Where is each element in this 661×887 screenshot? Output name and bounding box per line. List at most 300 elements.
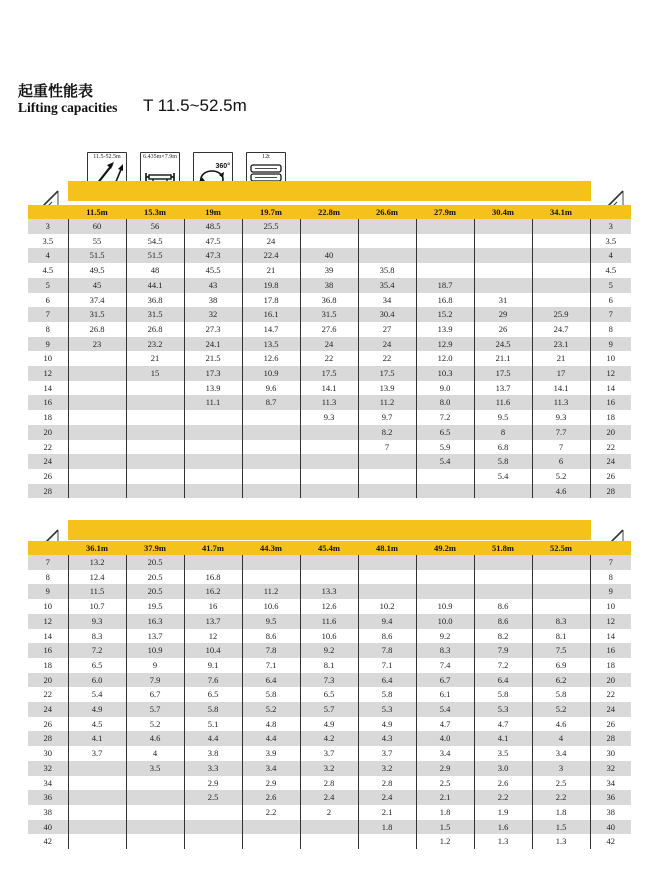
capacity-cell: 4.3 [358,731,416,746]
capacity-cell: 4.6 [532,484,590,499]
capacity-cell: 24.7 [532,322,590,337]
capacity-cell [68,454,126,469]
capacity-cell: 45.5 [184,263,242,278]
capacity-cell: 9.2 [416,629,474,644]
capacity-cell: 3.7 [68,746,126,761]
capacity-cell: 5.8 [184,702,242,717]
radius-cell: 9 [28,584,68,599]
capacity-cell: 2.5 [532,776,590,791]
capacity-cell: 2.6 [242,790,300,805]
capacity-cell: 12.9 [416,337,474,352]
capacity-cell: 17.3 [184,366,242,381]
table-row [28,263,631,278]
radius-cell: 18 [28,410,68,425]
radius-cell: 10 [590,599,631,614]
capacity-cell: 3.8 [184,746,242,761]
capacity-cell [68,834,126,849]
capacity-cell: 11.3 [532,395,590,410]
boom-length-header: 19.7m [242,205,300,219]
capacity-cell: 5.7 [300,702,358,717]
radius-cell: 7 [28,307,68,322]
radius-cell: 24 [590,454,631,469]
radius-cell: 14 [28,381,68,396]
radius-cell: 12 [28,366,68,381]
capacity-cell [126,454,184,469]
capacity-cell: 14.1 [300,381,358,396]
capacity-cell [474,234,532,249]
capacity-cell [532,584,590,599]
table-row [28,776,631,791]
header-spacer [590,541,631,555]
table-row [28,366,631,381]
table-row [28,790,631,805]
capacity-cell: 11.1 [184,395,242,410]
capacity-cell: 4.1 [68,731,126,746]
capacity-cell: 1.5 [532,820,590,835]
capacity-cell: 7.5 [532,643,590,658]
capacity-cell: 17.5 [474,366,532,381]
capacity-cell: 4.6 [532,717,590,732]
table-row [28,219,631,234]
table-row [28,658,631,673]
capacity-cell [184,805,242,820]
radius-cell: 12 [28,614,68,629]
capacity-cell: 3.5 [126,761,184,776]
radius-cell: 6 [28,293,68,308]
table-row [28,805,631,820]
capacity-cell: 13.9 [184,381,242,396]
capacity-cell: 1.8 [358,820,416,835]
capacity-cell [532,293,590,308]
slewing-angle-label: 360° [215,163,230,170]
radius-cell: 30 [590,746,631,761]
capacity-cell [532,599,590,614]
radius-cell: 14 [28,629,68,644]
capacity-cell [416,469,474,484]
capacity-cell: 7.9 [126,673,184,688]
radius-cell: 6 [590,293,631,308]
boom-length-header: 52.5m [532,541,590,555]
header-spacer [28,541,68,555]
radius-cell: 8 [28,570,68,585]
radius-cell: 32 [28,761,68,776]
capacity-cell: 4.5 [68,717,126,732]
capacity-cell [242,555,300,570]
radius-cell: 20 [28,425,68,440]
capacity-cell [358,469,416,484]
capacity-cell: 1.9 [474,805,532,820]
capacity-cell: 14.1 [532,381,590,396]
radius-cell: 26 [28,469,68,484]
capacity-cell: 2.2 [532,790,590,805]
capacity-cell: 9.2 [300,643,358,658]
capacity-cell: 10.3 [416,366,474,381]
capacity-cell: 19.8 [242,278,300,293]
radius-cell: 26 [590,469,631,484]
capacity-cell: 8.2 [474,629,532,644]
capacity-cell [358,234,416,249]
capacity-cell [474,555,532,570]
capacity-cell: 26.8 [126,322,184,337]
boom-length-header: 37.9m [126,541,184,555]
radius-cell: 26 [28,717,68,732]
capacity-cell: 2.2 [242,805,300,820]
boom-length-header: 45.4m [300,541,358,555]
boom-length-header: 49.2m [416,541,474,555]
capacity-cell: 43 [184,278,242,293]
capacity-cell: 2.6 [474,776,532,791]
capacity-cell: 3.2 [358,761,416,776]
capacity-cell [68,381,126,396]
capacity-cell: 2.8 [358,776,416,791]
capacity-cell: 31.5 [300,307,358,322]
capacity-cell: 13.5 [242,337,300,352]
capacity-cell: 4.7 [474,717,532,732]
radius-cell: 24 [28,454,68,469]
capacity-cell: 12.6 [300,599,358,614]
capacity-cell [300,440,358,455]
capacity-cell: 9.5 [242,614,300,629]
capacity-cell [126,834,184,849]
capacity-cell: 31.5 [68,307,126,322]
capacity-cell: 25.5 [242,219,300,234]
capacity-cell [126,790,184,805]
table2-header-band [68,520,591,540]
capacity-cell: 3.9 [242,746,300,761]
capacity-cell [416,484,474,499]
capacity-cell: 9.6 [242,381,300,396]
boom-length-header-row [28,541,631,555]
radius-cell: 28 [28,731,68,746]
capacity-cell [242,410,300,425]
radius-cell: 32 [590,761,631,776]
capacity-cell: 4 [126,746,184,761]
capacity-cell: 7.4 [416,658,474,673]
capacity-cell: 6.0 [68,673,126,688]
capacity-cell: 21.5 [184,351,242,366]
capacity-cell: 48 [126,263,184,278]
boom-length-header: 36.1m [68,541,126,555]
capacity-cell: 6.9 [532,658,590,673]
capacity-cell: 8.1 [300,658,358,673]
capacity-cell [126,395,184,410]
capacity-cell: 3.4 [416,746,474,761]
capacity-cell: 38 [184,293,242,308]
capacity-cell [126,440,184,455]
capacity-cell: 6.4 [474,673,532,688]
table1-header-band [68,181,591,201]
boom-length-header: 27.9m [416,205,474,219]
radius-cell: 20 [590,425,631,440]
capacity-cell: 24 [358,337,416,352]
capacity-cell: 10.2 [358,599,416,614]
capacity-cell: 27 [358,322,416,337]
capacity-cell [532,555,590,570]
capacity-cell [416,555,474,570]
capacity-cell [532,234,590,249]
capacity-cell [184,469,242,484]
radius-cell: 40 [590,820,631,835]
capacity-cell: 1.6 [474,820,532,835]
capacity-cell: 40 [300,248,358,263]
table-row [28,731,631,746]
capacity-cell: 6.1 [416,687,474,702]
table-row [28,687,631,702]
capacity-cell: 7 [358,440,416,455]
boom-length-header: 30.4m [474,205,532,219]
radius-cell: 22 [590,440,631,455]
capacity-cell: 36.8 [126,293,184,308]
capacity-cell: 6.7 [126,687,184,702]
radius-cell: 4 [590,248,631,263]
capacity-cell: 9.5 [474,410,532,425]
radius-cell: 28 [590,731,631,746]
capacity-cell: 11.6 [474,395,532,410]
capacity-cell: 5.1 [184,717,242,732]
boom-length-header: 41.7m [184,541,242,555]
capacity-cell [358,219,416,234]
capacity-cell: 21 [532,351,590,366]
capacity-cell [126,410,184,425]
capacity-cell [184,425,242,440]
capacity-cell: 4.6 [126,731,184,746]
capacity-cell [242,440,300,455]
capacity-cell: 48.5 [184,219,242,234]
capacity-cell: 6.5 [300,687,358,702]
capacity-cell: 4.2 [300,731,358,746]
capacity-cell [358,584,416,599]
capacity-cell: 8.6 [242,629,300,644]
radius-cell: 34 [28,776,68,791]
capacity-cell: 8.3 [532,614,590,629]
capacity-cell: 5.8 [474,687,532,702]
capacity-cell: 5.8 [532,687,590,702]
radius-cell: 3.5 [590,234,631,249]
boom-length-caption: 11.5-52.5m [93,154,121,160]
radius-cell: 7 [590,307,631,322]
capacity-cell: 9 [126,658,184,673]
table-row [28,629,631,644]
capacity-cell: 5.3 [474,702,532,717]
capacity-cell: 5.7 [126,702,184,717]
capacity-cell: 7.1 [242,658,300,673]
capacity-cell: 10.9 [416,599,474,614]
capacity-cell [358,555,416,570]
capacity-cell: 4.1 [474,731,532,746]
capacity-cell: 8.6 [474,614,532,629]
capacity-cell: 7.7 [532,425,590,440]
capacity-cell: 1.3 [532,834,590,849]
capacity-cell [474,248,532,263]
capacity-cell [68,805,126,820]
capacity-cell: 3.5 [474,746,532,761]
capacity-cell: 7.8 [358,643,416,658]
capacity-cell: 10.9 [126,643,184,658]
capacity-cell: 54.5 [126,234,184,249]
capacity-cell: 4.7 [416,717,474,732]
radius-cell: 5 [28,278,68,293]
capacity-cell: 21.1 [474,351,532,366]
capacity-cell [300,469,358,484]
capacity-cell: 5.8 [242,687,300,702]
capacity-cell [300,234,358,249]
capacity-cell: 7.1 [358,658,416,673]
capacity-cell: 20.5 [126,555,184,570]
radius-cell: 5 [590,278,631,293]
capacity-cell: 9.3 [68,614,126,629]
capacity-cell: 10.6 [300,629,358,644]
capacity-cell: 26.8 [68,322,126,337]
capacity-cell: 9.4 [358,614,416,629]
capacity-cell: 5.2 [242,702,300,717]
capacity-cell: 4.9 [358,717,416,732]
table-row [28,234,631,249]
capacity-cell: 12.4 [68,570,126,585]
table-row [28,454,631,469]
radius-cell: 16 [28,395,68,410]
capacity-cell [68,776,126,791]
capacity-cell: 13.9 [358,381,416,396]
capacity-cell [242,484,300,499]
capacity-cell: 3.4 [242,761,300,776]
capacity-cell: 6 [532,454,590,469]
table-row [28,307,631,322]
header-spacer [590,205,631,219]
capacity-cell [184,410,242,425]
table-row [28,614,631,629]
capacity-cell: 3.0 [474,761,532,776]
capacity-cell: 4.8 [242,717,300,732]
capacity-cell: 37.4 [68,293,126,308]
radius-cell: 8 [28,322,68,337]
capacity-cell: 3.7 [300,746,358,761]
capacity-cell: 27.6 [300,322,358,337]
capacity-cell: 35.8 [358,263,416,278]
radius-cell: 28 [28,484,68,499]
capacity-cell: 10.6 [242,599,300,614]
boom-length-header-row [28,205,631,219]
capacity-cell: 4.4 [242,731,300,746]
capacity-cell [474,484,532,499]
boom-length-header: 26.6m [358,205,416,219]
capacity-cell [68,366,126,381]
capacity-cell: 60 [68,219,126,234]
capacity-cell: 8 [474,425,532,440]
capacity-cell: 8.3 [68,629,126,644]
capacity-cell: 30.4 [358,307,416,322]
capacity-cell [68,395,126,410]
radius-cell: 10 [28,351,68,366]
capacity-cell: 7.2 [68,643,126,658]
capacity-cell: 2.9 [184,776,242,791]
capacity-cell [68,484,126,499]
capacity-cell [184,555,242,570]
table-row [28,410,631,425]
capacity-cell [126,484,184,499]
capacity-cell: 8.6 [474,599,532,614]
table-row [28,834,631,849]
capacity-cell: 2.4 [358,790,416,805]
capacity-cell: 17.5 [300,366,358,381]
capacity-cell: 5.9 [416,440,474,455]
radius-cell: 24 [590,702,631,717]
capacity-cell: 1.8 [416,805,474,820]
boom-range-label: T 11.5~52.5m [143,96,247,115]
capacity-cell: 31 [474,293,532,308]
capacity-cell [358,570,416,585]
capacity-cell: 4.0 [416,731,474,746]
capacity-cell [68,425,126,440]
capacity-cell [126,805,184,820]
table-row [28,425,631,440]
capacity-cell: 5.4 [416,454,474,469]
capacity-cell: 8.6 [358,629,416,644]
capacity-cell: 13.7 [474,381,532,396]
capacity-cell: 2.9 [416,761,474,776]
capacity-cell: 38 [300,278,358,293]
table-row [28,440,631,455]
radius-cell: 24 [28,702,68,717]
radius-cell: 28 [590,484,631,499]
capacity-cell: 14.7 [242,322,300,337]
capacity-cell: 44.1 [126,278,184,293]
capacity-cell [126,425,184,440]
capacity-cell [184,820,242,835]
capacity-cell [126,820,184,835]
capacity-cell: 39 [300,263,358,278]
table-row [28,469,631,484]
radius-cell: 38 [28,805,68,820]
radius-cell: 12 [590,366,631,381]
boom-length-header: 22.8m [300,205,358,219]
capacity-cell: 5.2 [532,469,590,484]
capacity-cell [242,469,300,484]
capacity-cell: 8.7 [242,395,300,410]
capacity-cell: 2.5 [416,776,474,791]
capacity-cell [358,454,416,469]
capacity-cell [68,761,126,776]
table-row [28,248,631,263]
capacity-cell: 6.5 [416,425,474,440]
capacity-cell: 22 [358,351,416,366]
table-row [28,322,631,337]
capacity-cell: 2.1 [358,805,416,820]
capacity-cell [242,425,300,440]
capacity-cell: 4.9 [68,702,126,717]
radius-cell: 3 [590,219,631,234]
capacity-cell: 16.8 [184,570,242,585]
capacity-cell: 17.8 [242,293,300,308]
capacity-cell [416,584,474,599]
radius-cell: 4.5 [590,263,631,278]
capacity-cell [300,820,358,835]
capacity-cell: 15 [126,366,184,381]
capacity-cell: 56 [126,219,184,234]
radius-cell: 22 [28,687,68,702]
capacity-cell: 9.3 [300,410,358,425]
capacity-cell: 6.4 [358,673,416,688]
capacity-cell [474,570,532,585]
boom-length-header: 44.3m [242,541,300,555]
capacity-cell: 49.5 [68,263,126,278]
capacity-cell: 2.8 [300,776,358,791]
capacity-cell: 9.7 [358,410,416,425]
capacity-cell: 47.5 [184,234,242,249]
radius-cell: 20 [28,673,68,688]
counterweight-caption: 12t [262,154,270,160]
capacity-cell: 1.8 [532,805,590,820]
radius-cell: 7 [28,555,68,570]
